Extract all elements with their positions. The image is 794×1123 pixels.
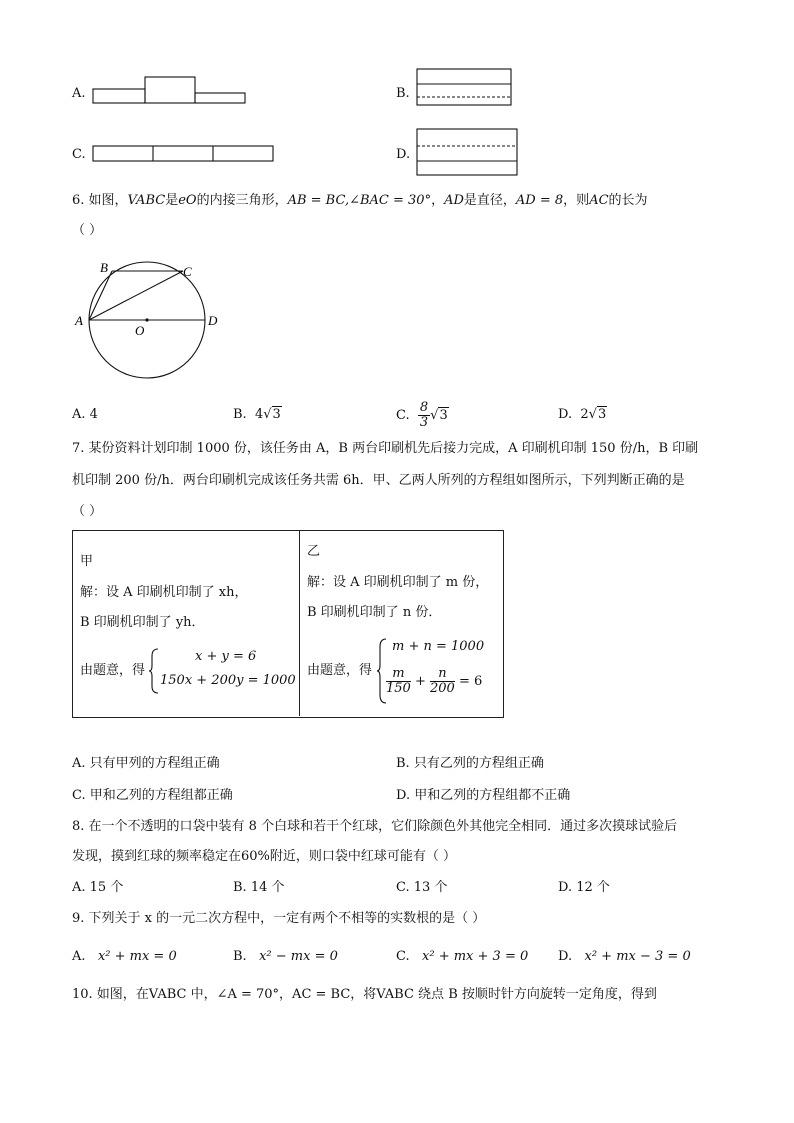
- yi-line1: 解：设 A 印刷机印制了 m 份，: [307, 575, 489, 590]
- label-a: A: [75, 313, 83, 328]
- label-b: B: [100, 260, 108, 275]
- q7-line2: 机印制 200 份/h．两台印刷机完成该任务共需 6h．甲、乙两人所列的方程组如图所示，下列判断正确的是: [72, 473, 685, 488]
- q10-line1: 10. 如图，在VABC 中，∠A = 70°，AC = BC，将VABC 绕点 B 按顺时针方向旋转一定角度，得到: [72, 987, 657, 1002]
- q9-option-a[interactable]: A. x² + mx = 0: [72, 949, 177, 964]
- jia-eq1: x + y = 6: [195, 649, 257, 664]
- yi-title: 乙: [307, 544, 321, 559]
- q5-option-d-figure: [416, 128, 521, 178]
- jia-line3: 由题意，得: [80, 663, 146, 678]
- jia-eq2: 150x + 200y = 1000: [160, 673, 296, 688]
- jia-line1: 解：设 A 印刷机印制了 xh，: [80, 585, 248, 600]
- jia-title: 甲: [80, 554, 94, 569]
- q5-option-a-label[interactable]: A.: [72, 86, 86, 101]
- q8-option-a[interactable]: A. 15 个: [72, 880, 124, 895]
- yi-line3: 由题意，得: [307, 663, 373, 678]
- q7-option-a[interactable]: A. 只有甲列的方程组正确: [72, 756, 220, 771]
- q7-option-d[interactable]: D. 甲和乙列的方程组都不正确: [396, 788, 571, 803]
- q5-option-c-figure: [92, 145, 277, 165]
- q6-stem: 6. 如图，VABC是eO的内接三角形，AB = BC,∠BAC = 30°，AD是直径，AD = 8，则AC的长为: [72, 193, 648, 208]
- q9-option-c[interactable]: C. x² + mx + 3 = 0: [396, 949, 529, 964]
- q9-option-b[interactable]: B. x² − mx = 0: [233, 949, 338, 964]
- q8-line2: 发现，摸到红球的频率稳定在60%附近，则口袋中红球可能有（ ）: [72, 849, 457, 864]
- q6-circle-figure: [72, 258, 232, 398]
- q5-option-d-label[interactable]: D.: [396, 147, 411, 162]
- yi-eq1: m + n = 1000: [392, 639, 485, 654]
- q8-option-d[interactable]: D. 12 个: [558, 880, 610, 895]
- jia-line2: B 印刷机印制了 yh．: [80, 615, 205, 630]
- label-o: O: [135, 323, 145, 338]
- q8-line1: 8. 在一个不透明的口袋中装有 8 个白球和若干个红球，它们除颜色外其他完全相同．通过多次摸球试验后: [72, 819, 678, 834]
- q5-option-a-figure: [92, 76, 252, 106]
- q6-option-a[interactable]: A. 4: [72, 407, 98, 422]
- label-c: C: [183, 264, 192, 279]
- q6-option-b[interactable]: B. 4√3: [233, 407, 281, 422]
- q8-option-b[interactable]: B. 14 个: [233, 880, 285, 895]
- q7-table-divider: [299, 530, 300, 716]
- yi-eq2: $\frac{m}{150}$ + $\frac{n}{200}$ = 6: [386, 666, 483, 696]
- q5-option-b-figure: [416, 68, 516, 108]
- q6-option-c[interactable]: C. $\frac{8}{3}$ √3: [396, 400, 448, 430]
- q8-option-c[interactable]: C. 13 个: [396, 880, 448, 895]
- q7-line1: 7. 某份资料计划印制 1000 份，该任务由 A，B 两台印刷机先后接力完成，A 印刷机印制 150 份/h，B 印刷: [72, 441, 699, 456]
- q6-option-d[interactable]: D. 2√3: [558, 407, 607, 422]
- q5-option-c-label[interactable]: C.: [72, 147, 86, 162]
- jia-brace: [148, 648, 160, 694]
- yi-line2: B 印刷机印制了 n 份．: [307, 605, 442, 620]
- label-d: D: [208, 313, 218, 328]
- q5-option-b-label[interactable]: B.: [396, 86, 410, 101]
- q7-paren: （ ）: [72, 504, 103, 519]
- q7-option-c[interactable]: C. 甲和乙列的方程组都正确: [72, 788, 233, 803]
- q9-option-d[interactable]: D. x² + mx − 3 = 0: [558, 949, 691, 964]
- q6-paren: （ ）: [72, 223, 103, 238]
- q9-stem: 9. 下列关于 x 的一元二次方程中，一定有两个不相等的实数根的是（ ）: [72, 911, 486, 926]
- q7-option-b[interactable]: B. 只有乙列的方程组正确: [396, 756, 544, 771]
